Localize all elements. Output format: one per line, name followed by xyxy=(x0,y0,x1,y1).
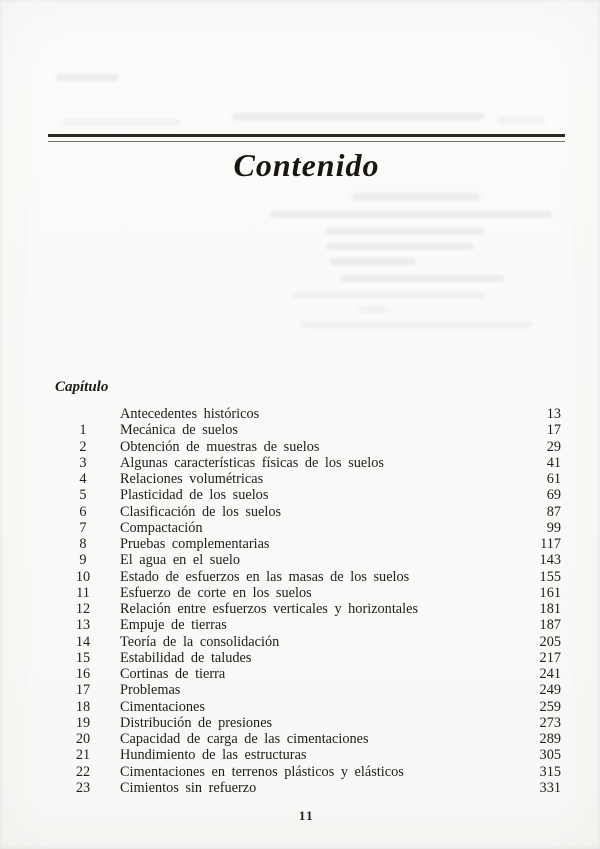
chapter-title: Plasticidad de los suelos xyxy=(120,487,269,504)
chapter-number: 12 xyxy=(75,601,91,617)
chapter-title: Obtención de muestras de suelos xyxy=(120,438,320,455)
bleedthrough-artifact xyxy=(340,275,504,282)
chapter-title: Cimentaciones en terrenos plásticos y elásticos xyxy=(120,763,404,780)
chapter-title: Distribución de presiones xyxy=(120,714,273,731)
bleedthrough-artifact xyxy=(232,113,484,120)
chapter-page-number: 143 xyxy=(539,552,561,569)
chapter-title: Teoría de la consolidación xyxy=(120,633,280,650)
chapter-page-number: 17 xyxy=(546,422,561,439)
chapter-page-number: 241 xyxy=(539,666,561,682)
chapter-page-number: 305 xyxy=(539,747,561,764)
chapter-title: Empuje de tierras xyxy=(120,617,227,634)
chapter-number: 8 xyxy=(79,536,87,552)
toc-row xyxy=(0,601,600,617)
toc-row xyxy=(0,731,600,747)
chapter-page-number: 117 xyxy=(540,536,561,552)
bleedthrough-artifact xyxy=(270,211,552,218)
chapter-page-number: 205 xyxy=(539,633,561,650)
chapter-number: 16 xyxy=(75,666,91,682)
chapter-page-number: 29 xyxy=(546,438,561,455)
chapter-number: 17 xyxy=(75,682,91,699)
toc-row xyxy=(0,650,600,666)
chapter-title: Estado de esfuerzos en las masas de los suelos xyxy=(120,568,410,585)
chapter-number: 5 xyxy=(79,487,87,504)
chapter-page-number: 155 xyxy=(539,568,561,585)
chapter-page-number: 217 xyxy=(539,649,561,666)
chapter-page-number: 99 xyxy=(546,519,561,536)
bleedthrough-artifact xyxy=(292,292,486,299)
bleedthrough-artifact xyxy=(330,258,416,265)
chapter-page-number: 331 xyxy=(539,779,561,796)
chapter-number: 22 xyxy=(75,763,91,780)
toc-row xyxy=(0,666,600,682)
rule-thick-line xyxy=(48,134,565,137)
chapter-number: 18 xyxy=(75,698,91,715)
bleedthrough-artifact xyxy=(358,306,388,313)
rule-thin-line xyxy=(48,141,565,142)
chapter-number: 20 xyxy=(75,731,91,747)
toc-row xyxy=(0,699,600,715)
toc-row xyxy=(0,422,600,438)
chapter-title: Hundimiento de las estructuras xyxy=(120,747,307,764)
bleedthrough-artifact xyxy=(326,228,484,235)
chapter-number: 9 xyxy=(79,552,87,569)
toc-row xyxy=(0,406,600,422)
bleedthrough-artifact xyxy=(326,243,474,250)
chapter-title: Relación entre esfuerzos verticales y horizontales xyxy=(120,601,419,617)
chapter-title: Relaciones volumétricas xyxy=(120,471,264,487)
chapter-title: Cortinas de tierra xyxy=(120,666,226,682)
chapter-page-number: 161 xyxy=(539,584,561,601)
chapter-page-number: 289 xyxy=(539,731,561,747)
chapter-page-number: 187 xyxy=(539,617,561,634)
bleedthrough-artifact xyxy=(62,119,180,126)
page-number: 11 xyxy=(298,808,315,823)
chapter-page-number: 61 xyxy=(546,471,561,487)
toc-row xyxy=(0,536,600,552)
chapter-page-number: 315 xyxy=(539,763,561,780)
chapter-number: 4 xyxy=(79,471,87,487)
toc-row xyxy=(0,439,600,455)
chapter-number: 21 xyxy=(75,747,91,764)
chapter-number: 23 xyxy=(75,779,91,796)
toc-row xyxy=(0,520,600,536)
chapter-title: Cimientos sin refuerzo xyxy=(120,779,257,796)
table-of-contents xyxy=(0,406,600,796)
chapter-title: Clasificación de los suelos xyxy=(120,503,282,520)
toc-row xyxy=(0,617,600,633)
chapter-page-number: 273 xyxy=(539,714,561,731)
toc-row xyxy=(0,780,600,796)
chapter-number: 1 xyxy=(79,422,87,439)
toc-row xyxy=(0,715,600,731)
chapter-page-number: 249 xyxy=(539,682,561,699)
toc-row xyxy=(0,634,600,650)
toc-row xyxy=(0,682,600,698)
toc-row xyxy=(0,569,600,585)
chapter-title: Antecedentes históricos xyxy=(120,406,260,422)
chapter-number: 19 xyxy=(75,714,91,731)
bleedthrough-artifact xyxy=(497,117,545,124)
bleedthrough-artifact xyxy=(300,321,532,328)
toc-row xyxy=(0,504,600,520)
chapter-title: Mecánica de suelos xyxy=(120,422,238,439)
chapter-page-number: 69 xyxy=(546,487,561,504)
chapter-title: Cimentaciones xyxy=(120,698,205,715)
chapter-title: El agua en el suelo xyxy=(120,552,240,569)
chapter-page-number: 259 xyxy=(539,698,561,715)
toc-row xyxy=(0,747,600,763)
chapter-page-number: 41 xyxy=(546,454,561,471)
chapter-number: 11 xyxy=(76,584,90,601)
toc-row xyxy=(0,552,600,568)
chapter-number: 13 xyxy=(75,617,91,634)
horizontal-double-rule xyxy=(48,134,565,142)
chapter-page-number: 13 xyxy=(546,406,561,422)
chapter-number: 6 xyxy=(79,503,87,520)
toc-row xyxy=(0,471,600,487)
page-title: Contenido xyxy=(233,147,380,183)
chapter-title: Algunas características físicas de los suelos xyxy=(120,454,384,471)
chapter-title: Problemas xyxy=(120,682,181,699)
chapter-column-label: Capítulo xyxy=(55,379,109,395)
chapter-title: Esfuerzo de corte en los suelos xyxy=(120,584,312,601)
toc-row xyxy=(0,585,600,601)
chapter-number: 15 xyxy=(75,649,91,666)
chapter-number: 7 xyxy=(79,519,87,536)
chapter-title: Estabilidad de taludes xyxy=(120,649,252,666)
chapter-number: 14 xyxy=(75,633,91,650)
chapter-title: Capacidad de carga de las cimentaciones xyxy=(120,731,369,747)
toc-row xyxy=(0,487,600,503)
chapter-number: 3 xyxy=(79,454,87,471)
chapter-page-number: 181 xyxy=(539,601,561,617)
chapter-page-number: 87 xyxy=(546,503,561,520)
toc-row xyxy=(0,764,600,780)
chapter-number: 10 xyxy=(75,568,91,585)
chapter-number: 2 xyxy=(79,438,87,455)
chapter-title: Pruebas complementarias xyxy=(120,536,270,552)
bleedthrough-artifact xyxy=(56,74,118,81)
bleedthrough-artifact xyxy=(352,193,480,200)
toc-row xyxy=(0,455,600,471)
chapter-title: Compactación xyxy=(120,519,203,536)
